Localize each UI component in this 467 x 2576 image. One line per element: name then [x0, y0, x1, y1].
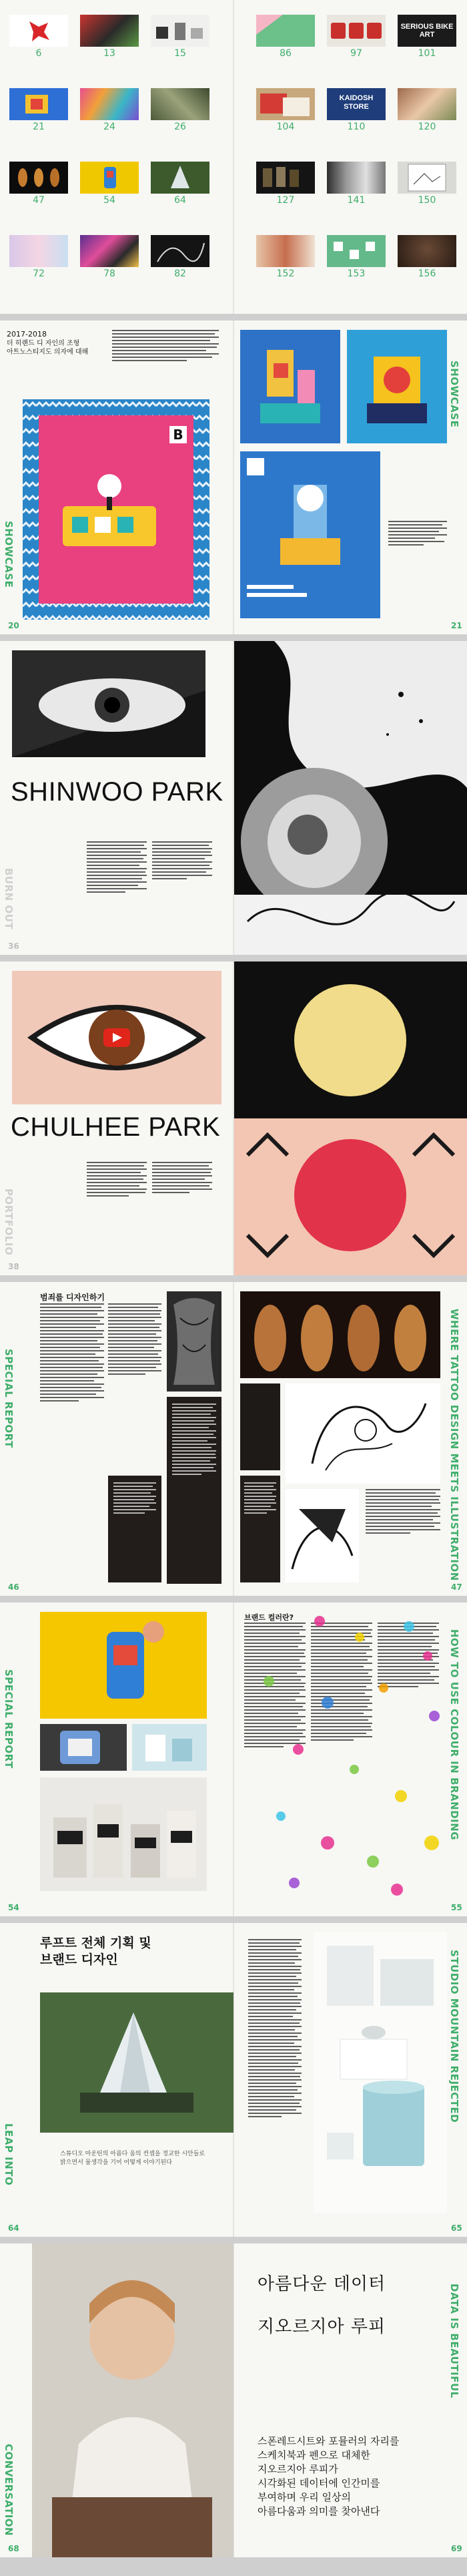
body-text — [248, 1939, 302, 2119]
colour-branding-spread — [0, 1602, 467, 1916]
page-number: 120 — [418, 122, 436, 132]
page-number-right: 47 — [451, 1582, 462, 1592]
page-number: 152 — [276, 268, 295, 279]
section-label-left: PORTFOLIO — [3, 1189, 15, 1256]
poster-thumb — [240, 330, 340, 443]
page-number: 72 — [33, 268, 45, 279]
poster-thumb — [347, 330, 447, 443]
page-number-left: 64 — [8, 2223, 19, 2233]
contents-thumb[interactable] — [256, 235, 315, 279]
page-number-left: 38 — [8, 1262, 19, 1271]
contents-thumb[interactable] — [327, 15, 386, 59]
section-label-left: LEAP INTO — [3, 2123, 15, 2186]
contents-thumb[interactable] — [151, 15, 209, 59]
crystal-photo — [40, 1992, 234, 2133]
article-title: 아름다운 데이터 — [258, 2274, 386, 2294]
circle-artwork — [234, 961, 467, 1275]
page-number-left: 54 — [8, 1903, 19, 1912]
section-label-right: DATA IS BEAUTIFUL — [448, 2284, 460, 2398]
showcase-poster-frame — [23, 399, 209, 620]
eye-illustration — [12, 971, 221, 1104]
portrait-photo — [32, 2243, 234, 2557]
thumb-title-text: KAIDOSH STORE — [339, 94, 374, 111]
contents-thumb[interactable] — [256, 15, 315, 59]
showcase-caption-text — [388, 521, 447, 548]
page-number: 24 — [103, 122, 115, 132]
section-heading: 브랜드 컬러란? — [244, 1613, 294, 1622]
ink-illustration — [286, 1489, 359, 1582]
contents-thumb[interactable] — [9, 162, 68, 206]
tattoo-photo — [167, 1291, 221, 1391]
poster-main-right — [240, 451, 380, 618]
showcase-dates: 2017-2018 — [7, 330, 47, 339]
page-number: 86 — [280, 48, 292, 59]
ink-illustration — [286, 1383, 440, 1484]
product-photo — [132, 1724, 207, 1771]
contents-thumb[interactable] — [80, 15, 139, 59]
contents-thumb[interactable] — [151, 162, 209, 206]
section-label-left: BURN OUT — [3, 868, 15, 930]
dark-textbox — [108, 1476, 161, 1582]
body-text — [40, 1303, 104, 1404]
contents-thumb[interactable] — [9, 88, 68, 132]
body-text — [87, 1162, 147, 1199]
page-number: 156 — [418, 268, 436, 279]
body-text — [152, 841, 212, 881]
poster-logo: B — [169, 426, 187, 443]
contents-thumb[interactable] — [327, 162, 386, 206]
contents-spread — [0, 0, 467, 314]
section-label-left: SPECIAL REPORT — [3, 1669, 15, 1769]
dark-textbox — [167, 1397, 221, 1584]
thumb-title-text: SERIOUS BIKE ART — [400, 23, 454, 39]
page-number-right: 69 — [451, 2544, 462, 2553]
section-label-right: STUDIO MOUNTAIN REJECTED — [448, 1950, 460, 2123]
page-number: 13 — [103, 48, 115, 59]
contents-thumb[interactable] — [80, 235, 139, 279]
product-photo — [40, 1777, 207, 1891]
section-label-left: SHOWCASE — [3, 521, 15, 588]
contents-thumb[interactable] — [9, 15, 68, 59]
contents-thumb[interactable] — [398, 162, 456, 206]
showcase-body-text — [112, 330, 219, 363]
page-number: 64 — [174, 195, 186, 206]
contents-thumb[interactable] — [80, 88, 139, 132]
page-number: 150 — [418, 195, 436, 206]
body-text — [366, 1489, 440, 1536]
page-number: 15 — [174, 48, 186, 59]
section-label-right: WHERE TATTOO DESIGN MEETS ILLUSTRATION — [448, 1309, 460, 1581]
page-number: 47 — [33, 195, 45, 206]
tattoo-photo — [240, 1383, 280, 1470]
chulhee-park-spread — [0, 961, 467, 1275]
dark-textbox — [240, 1476, 280, 1582]
eye-photo — [12, 650, 205, 757]
designer-name: CHULHEE PARK — [11, 1112, 221, 1142]
article-title: 루프트 전체 기획 및 브랜드 디자인 — [40, 1936, 151, 1967]
page-number-left: 36 — [8, 941, 19, 951]
page-number: 153 — [347, 268, 366, 279]
contents-thumb[interactable] — [80, 162, 139, 206]
contents-thumb[interactable] — [327, 235, 386, 279]
product-photo — [40, 1724, 127, 1771]
contents-thumb[interactable] — [151, 88, 209, 132]
body-text — [108, 1303, 161, 1377]
abstract-artwork — [234, 641, 467, 955]
page-number: 26 — [174, 122, 186, 132]
contents-thumb[interactable] — [151, 235, 209, 279]
page-number: 6 — [35, 48, 42, 59]
shinwoo-park-spread — [0, 641, 467, 955]
red-dragon-image — [9, 15, 68, 47]
page-number-right: 55 — [451, 1903, 462, 1912]
tattoo-backs-photo — [240, 1291, 440, 1378]
section-label-left: SPECIAL REPORT — [3, 1349, 15, 1448]
page-number: 104 — [276, 122, 295, 132]
body-text — [152, 1162, 212, 1195]
page-number-left: 68 — [8, 2544, 19, 2553]
data-is-beautiful-spread — [0, 2243, 467, 2557]
page-number-right: 21 — [451, 621, 462, 630]
page-number: 110 — [347, 122, 366, 132]
page-number-left: 20 — [8, 621, 19, 630]
colour-dots — [234, 1602, 467, 1916]
showcase-title: 더 히랜드 디 자인의 조형 아트노스티지도 의자에 대해 — [7, 340, 89, 356]
contents-thumb[interactable] — [327, 88, 386, 132]
page-number: 21 — [33, 122, 45, 132]
tattoo-spread — [0, 1282, 467, 1596]
body-text — [87, 841, 147, 895]
contents-thumb[interactable] — [256, 162, 315, 206]
page-number-right: 65 — [451, 2223, 462, 2233]
article-subtitle: 지오르지아 루피 — [258, 2317, 386, 2337]
page-number: 78 — [103, 268, 115, 279]
section-label-right: HOW TO USE COLOUR IN BRANDING — [448, 1629, 460, 1841]
section-label-right: SHOWCASE — [448, 361, 460, 428]
studio-mountain-spread — [0, 1923, 467, 2237]
page-number: 127 — [276, 195, 295, 206]
contents-thumb[interactable] — [398, 235, 456, 279]
page-number: 97 — [350, 48, 362, 59]
page-number: 82 — [174, 268, 186, 279]
designer-name: SHINWOO PARK — [11, 777, 223, 807]
article-intro: 스폰레드시트와 포뮬러의 자리를 스케치북과 펜으로 대체한 지오르지아 루피가 시각화된 데이터에 인간미를 부여하며 우리 일상의 아름다움과 의미를 찾아낸다 — [258, 2435, 400, 2517]
article-title: 범죄를 디자인하기 — [40, 1293, 105, 1302]
page-number-left: 46 — [8, 1582, 19, 1592]
contents-thumb[interactable] — [256, 88, 315, 132]
product-spread-photo — [314, 1932, 447, 2213]
contents-thumb[interactable] — [398, 88, 456, 132]
page-number: 101 — [418, 48, 436, 59]
showcase-spread — [0, 320, 467, 634]
product-photo — [40, 1612, 207, 1719]
contents-thumb[interactable] — [9, 235, 68, 279]
page-number: 141 — [347, 195, 366, 206]
article-subtitle: 스튜디오 마운틴의 아름다 움의 컨셉을 정교한 시안들로 밝으면서 물생각을 기어 어떻게 이야기된다 — [60, 2151, 205, 2166]
contents-thumb[interactable] — [398, 15, 456, 59]
section-label-left: CONVERSATION — [3, 2444, 15, 2537]
page-number: 54 — [103, 195, 115, 206]
